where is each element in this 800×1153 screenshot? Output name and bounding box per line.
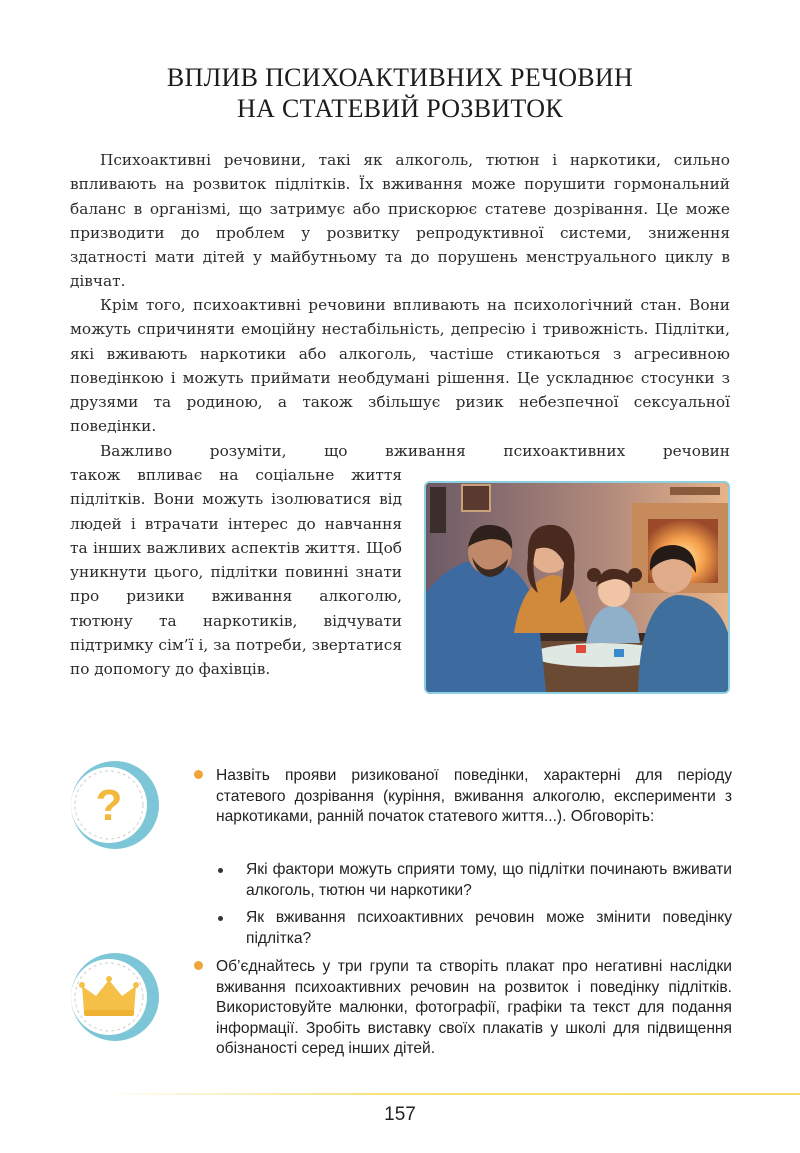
discussion-question-1: Які фактори можуть сприяти тому, що підлітки починають вживати алкоголь, тютюн чи наркотики?	[246, 861, 732, 899]
page-title-line-1: ВПЛИВ ПСИХОАКТИВНИХ РЕЧОВИН	[166, 63, 634, 92]
crown-badge	[70, 952, 160, 1042]
footer-divider	[100, 1093, 800, 1095]
page-title	[0, 62, 800, 124]
paragraph-3-body: також впливає на соціальне життя підлітків. Вони можуть ізолюватися від людей і втрачати інтерес до навчання та інших важливих аспектів життя. Щоб уникнути цього, підлітки повинні знати про ризики вживання алкоголю, тютюну та наркотиків, відчувати підтримку сім’ї і, за потреби, звертатися по допомогу до фахівців.	[70, 466, 402, 679]
question-mark-icon	[70, 760, 160, 850]
page-title-line-2: НА СТАТЕВИЙ РОЗВИТОК	[237, 94, 563, 123]
svg-text:?: ?	[95, 781, 123, 830]
question-badge	[70, 760, 160, 850]
question-bullet	[218, 868, 223, 873]
task-bullet-orange	[194, 770, 203, 779]
discussion-question-2: Як вживання психоактивних речовин може змінити поведінку підлітка?	[246, 909, 732, 947]
paragraph-2: Крім того, психоактивні речовини впливають на психологічний стан. Вони можуть спричиняти емоційну нестабільність, депресію і тривожність. Підлітки, які вживають наркотики або алкоголь, частіше стикаються з агресивною поведінкою і можуть приймати необдумані рішення. Це ускладнює стосунки з друзями та родиною, а також збільшує ризик небезпечної сексуальної поведінки.	[70, 296, 730, 436]
task-bullet-orange	[194, 961, 203, 970]
group-task: Об’єднайтесь у три групи та створіть плакат про негативні наслідки вживання психоактивних речовин на розвиток і поведінку підлітків. Використовуйте малюнки, фотографії, графіки та текст для подання інформації. Зробіть виставку своїх плакатів у школі для підвищення обізнаності серед інших дітей.	[216, 958, 732, 1058]
paragraph-3-lead: Важливо розуміти, що вживання психоактивних речовин	[100, 442, 730, 460]
question-bullet	[218, 916, 223, 921]
paragraph-1: Психоактивні речовини, такі як алкоголь, тютюн і наркотики, сильно впливають на розвиток підлітків. Їх вживання може порушити гормональний баланс в організмі, що затримує або прискорює статеве дозрівання. Це може призводити до проблем у розвитку репродуктивної системи, зниження здатності мати дітей у майбутньому та до порушень менструального циклу в дівчат.	[70, 151, 730, 291]
page-number: 157	[384, 1104, 416, 1125]
crown-icon	[70, 952, 160, 1042]
discussion-task: Назвіть прояви ризикованої поведінки, характерні для періоду статевого дозрівання (куріння, вживання алкоголю, експерименти з наркотиками, ранній початок статевого життя...). Обговоріть:	[216, 767, 732, 826]
family-illustration	[426, 483, 728, 692]
family-board-game-photo	[424, 481, 730, 694]
